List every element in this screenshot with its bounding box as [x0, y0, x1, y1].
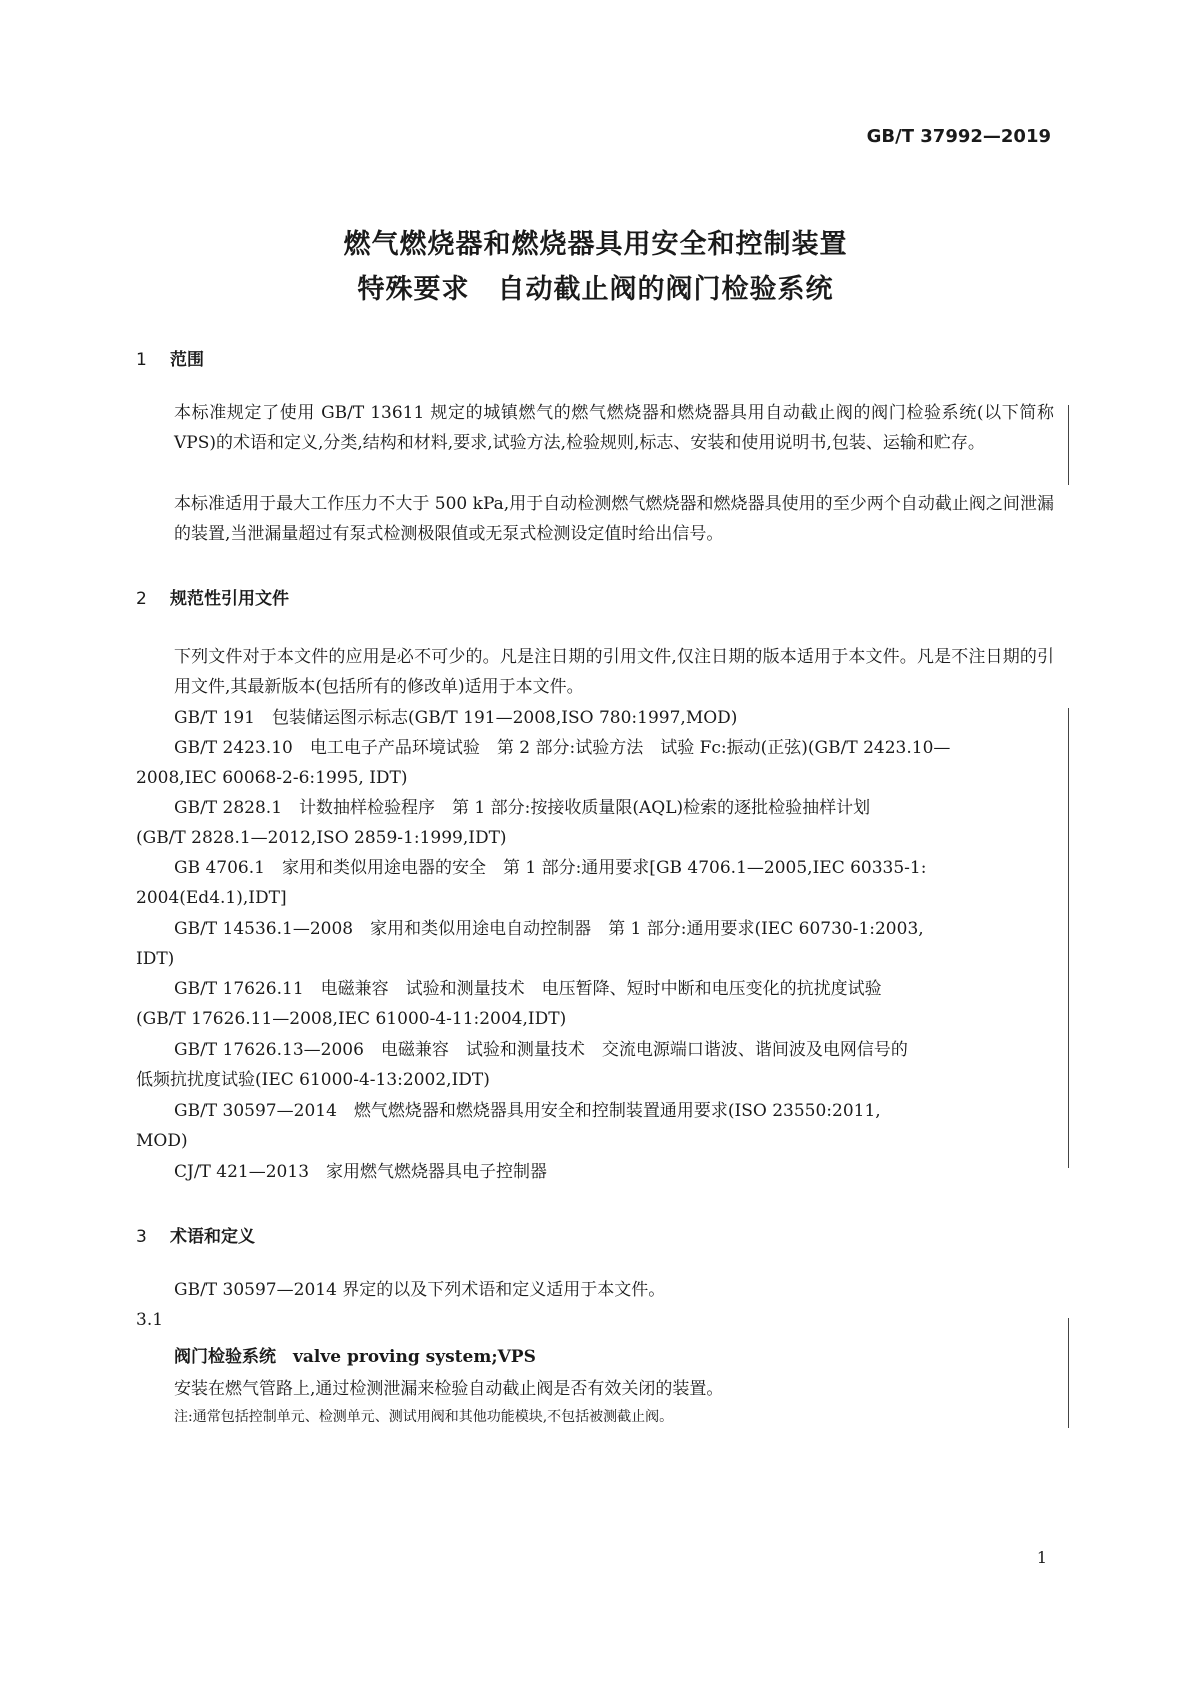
- section-1-heading: [136, 345, 204, 370]
- references-intro: 下列文件对于本文件的应用是必不可少的。凡是注日期的引用文件,仅注日期的版本适用于本文件。凡是不注日期的引用文件,其最新版本(包括所有的修改单)适用于本文件。: [174, 647, 1054, 697]
- reference-item: GB/T 2828.1 计数抽样检验程序 第 1 部分:按接收质量限(AQL)检索的逐批检验抽样计划 (GB/T 2828.1—2012,ISO 2859-1:1999,IDT): [136, 798, 871, 848]
- term-note: 注:通常包括控制单元、检测单元、测试用阀和其他功能模块,不包括被测截止阀。: [174, 1409, 674, 1425]
- section-number: 3: [136, 1227, 147, 1247]
- term-english: valve proving system;VPS: [293, 1347, 536, 1367]
- term-chinese: 阀门检验系统: [174, 1347, 276, 1367]
- title-line-1: 燃气燃烧器和燃烧器具用安全和控制装置: [343, 229, 848, 260]
- page-number: 1: [1036, 1548, 1047, 1567]
- scope-paragraph-2: 本标准适用于最大工作压力不大于 500 kPa,用于自动检测燃气燃烧器和燃烧器具使用的至少两个自动截止阀之间泄漏的装置,当泄漏量超过有泵式检测极限值或无泵式检测设定值时给出信号。: [174, 494, 1054, 544]
- standard-code: GB/T 37992—2019: [866, 126, 1051, 147]
- section-title: 范围: [170, 350, 204, 370]
- scope-paragraph-1: 本标准规定了使用 GB/T 13611 规定的城镇燃气的燃气燃烧器和燃烧器具用自动截止阀的阀门检验系统(以下简称 VPS)的术语和定义,分类,结构和材料,要求,试验方法,检验规则,标志、安装和使用说明书,包装、运输和贮存。: [174, 403, 1054, 453]
- term-number: 3.1: [136, 1310, 164, 1330]
- term-definition: 安装在燃气管路上,通过检测泄漏来检验自动截止阀是否有效关闭的装置。: [174, 1379, 724, 1399]
- terms-intro: GB/T 30597—2014 界定的以及下列术语和定义适用于本文件。: [174, 1280, 666, 1300]
- margin-change-bar: [1068, 405, 1069, 485]
- section-title: 术语和定义: [170, 1227, 255, 1247]
- title-line-2: 特殊要求 自动截止阀的阀门检验系统: [357, 274, 834, 305]
- reference-item: GB/T 2423.10 电工电子产品环境试验 第 2 部分:试验方法 试验 Fc:振动(正弦)(GB/T 2423.10— 2008,IEC 60068-2-6:1995, IDT): [136, 738, 951, 788]
- section-2-heading: [136, 584, 289, 609]
- section-number: 2: [136, 589, 147, 609]
- document-title: [0, 222, 1191, 312]
- reference-item: CJ/T 421—2013 家用燃气燃烧器具电子控制器: [174, 1162, 548, 1182]
- reference-item: GB/T 14536.1—2008 家用和类似用途电自动控制器 第 1 部分:通用要求(IEC 60730-1:2003, IDT): [136, 919, 924, 969]
- section-3-heading: [136, 1222, 255, 1247]
- margin-change-bar: [1068, 1318, 1069, 1428]
- reference-item: GB/T 30597—2014 燃气燃烧器和燃烧器具用安全和控制装置通用要求(ISO 23550:2011, MOD): [136, 1101, 881, 1151]
- reference-item: GB/T 191 包装储运图示标志(GB/T 191—2008,ISO 780:1997,MOD): [174, 708, 738, 728]
- section-title: 规范性引用文件: [170, 589, 289, 609]
- section-number: 1: [136, 350, 147, 370]
- reference-item: GB/T 17626.11 电磁兼容 试验和测量技术 电压暂降、短时中断和电压变化的抗扰度试验 (GB/T 17626.11—2008,IEC 61000-4-11:2004,IDT): [136, 979, 882, 1029]
- reference-item: GB 4706.1 家用和类似用途电器的安全 第 1 部分:通用要求[GB 4706.1—2005,IEC 60335-1: 2004(Ed4.1),IDT]: [136, 858, 927, 908]
- reference-item: GB/T 17626.13—2006 电磁兼容 试验和测量技术 交流电源端口谐波、谐间波及电网信号的 低频抗扰度试验(IEC 61000-4-13:2002,IDT): [136, 1040, 908, 1090]
- margin-change-bar: [1068, 708, 1069, 1168]
- term-heading: [174, 1342, 536, 1367]
